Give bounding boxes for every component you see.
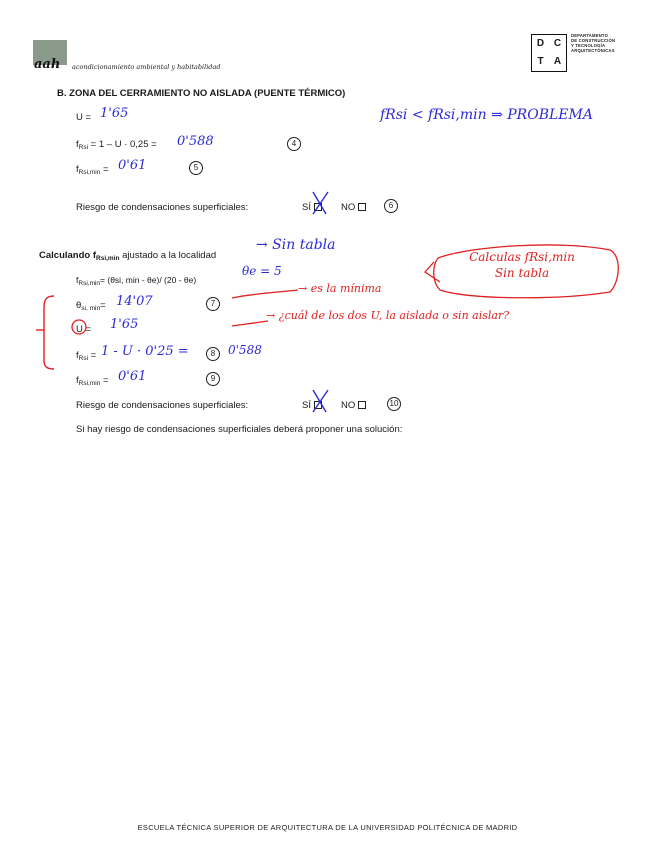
frsimin-value-handwritten: 0'61 [118,158,147,173]
department-name: DEPARTAMENTO DE CONSTRUCCIÓN Y TECNOLOGÍA ARQUITECTÓNICAS [571,33,616,54]
footer-text: ESCUELA TÉCNICA SUPERIOR DE ARQUITECTURA DE LA UNIVERSIDAD POLITÉCNICA DE MADRID [137,823,518,832]
note-sin-tabla: → Sin tabla [256,237,336,253]
step-number-4: 4 [287,137,301,151]
frsimin-row: $f_{Rsi,min}$ = [76,164,109,176]
frsi-calc-result-handwritten: 0'588 [228,343,262,357]
note-box-text: Calculas fRsi,min Sin tabla [469,250,575,280]
si-checkbox-1[interactable]: SÍ [302,202,322,213]
dcta-letter: A [553,56,562,67]
frsi-calc-value-handwritten: 1 - U · 0'25 = [101,344,189,359]
step-number-9: 9 [206,372,220,386]
dcta-letter: D [536,38,545,49]
u-circle [72,320,86,334]
note-problem: fRsi < fRsi,min ⇒ PROBLEMA [380,107,593,123]
cross-mark-1 [313,192,328,214]
frsi-value-handwritten: 0'588 [177,134,214,149]
si-checkbox-2[interactable]: SÍ [302,400,322,411]
logo-subtitle: acondicionamiento ambiental y habitabilidad [72,63,221,71]
dcta-letter: T [537,56,544,67]
u-row-calc: U = [76,324,92,335]
theta-value-handwritten: 14'07 [116,294,153,309]
section-b-heading: B. ZONA DEL CERRAMIENTO NO AISLADA (PUENTE TÉRMICO) [57,88,346,99]
note-minimo: → es la mínima [298,282,382,295]
frsimin-row-calc: $f_{Rsi,min}$ = [76,375,109,387]
step-number-8: 8 [206,347,220,361]
arrow-question [232,321,268,326]
theta-row: $\theta_{si, min}=$ [76,300,106,312]
note-question: → ¿cuál de los dos U, la aislada o sin aislar? [266,309,510,322]
red-bracket [44,296,54,369]
no-checkbox-1[interactable]: NO [341,202,366,213]
riesgo-row-2: Riesgo de condensaciones superficiales: [76,400,249,411]
frsi-row-calc: $f_{Rsi}$ = [76,350,97,362]
solution-prompt: Si hay riesgo de condensaciones superficiales deberá proponer una solución: [76,424,403,435]
no-checkbox-2[interactable]: NO [341,400,366,411]
callout-box [434,245,619,298]
frsi-row: $f_{Rsi} = 1 - U \cdot 0,25$ = [76,139,157,151]
step-number-5: 5 [189,161,203,175]
frsimin-calc-value-handwritten: 0'61 [118,369,147,384]
step-number-10: 10 [387,397,401,411]
u-calc-value-handwritten: 1'65 [110,317,139,332]
logo-mark: aah [34,57,61,72]
calc-heading: Calculando $f_{Rsi,min}$ ajustado a la localidad [39,250,217,262]
arrow-minimo [232,290,298,298]
riesgo-row-1: Riesgo de condensaciones superficiales: [76,202,249,213]
dcta-letter: C [553,38,562,49]
u-row: U = [76,112,92,123]
cross-mark-2 [313,390,328,412]
callout-pointer [425,262,440,282]
step-number-7: 7 [206,297,220,311]
frsimin-formula: $f_{Rsi,min}= (\theta si$, min - θe)/ (20 - θe) [76,275,197,287]
note-theta-e: θe = 5 [242,264,282,278]
step-number-6: 6 [384,199,398,213]
u-value-handwritten: 1'65 [100,106,129,121]
